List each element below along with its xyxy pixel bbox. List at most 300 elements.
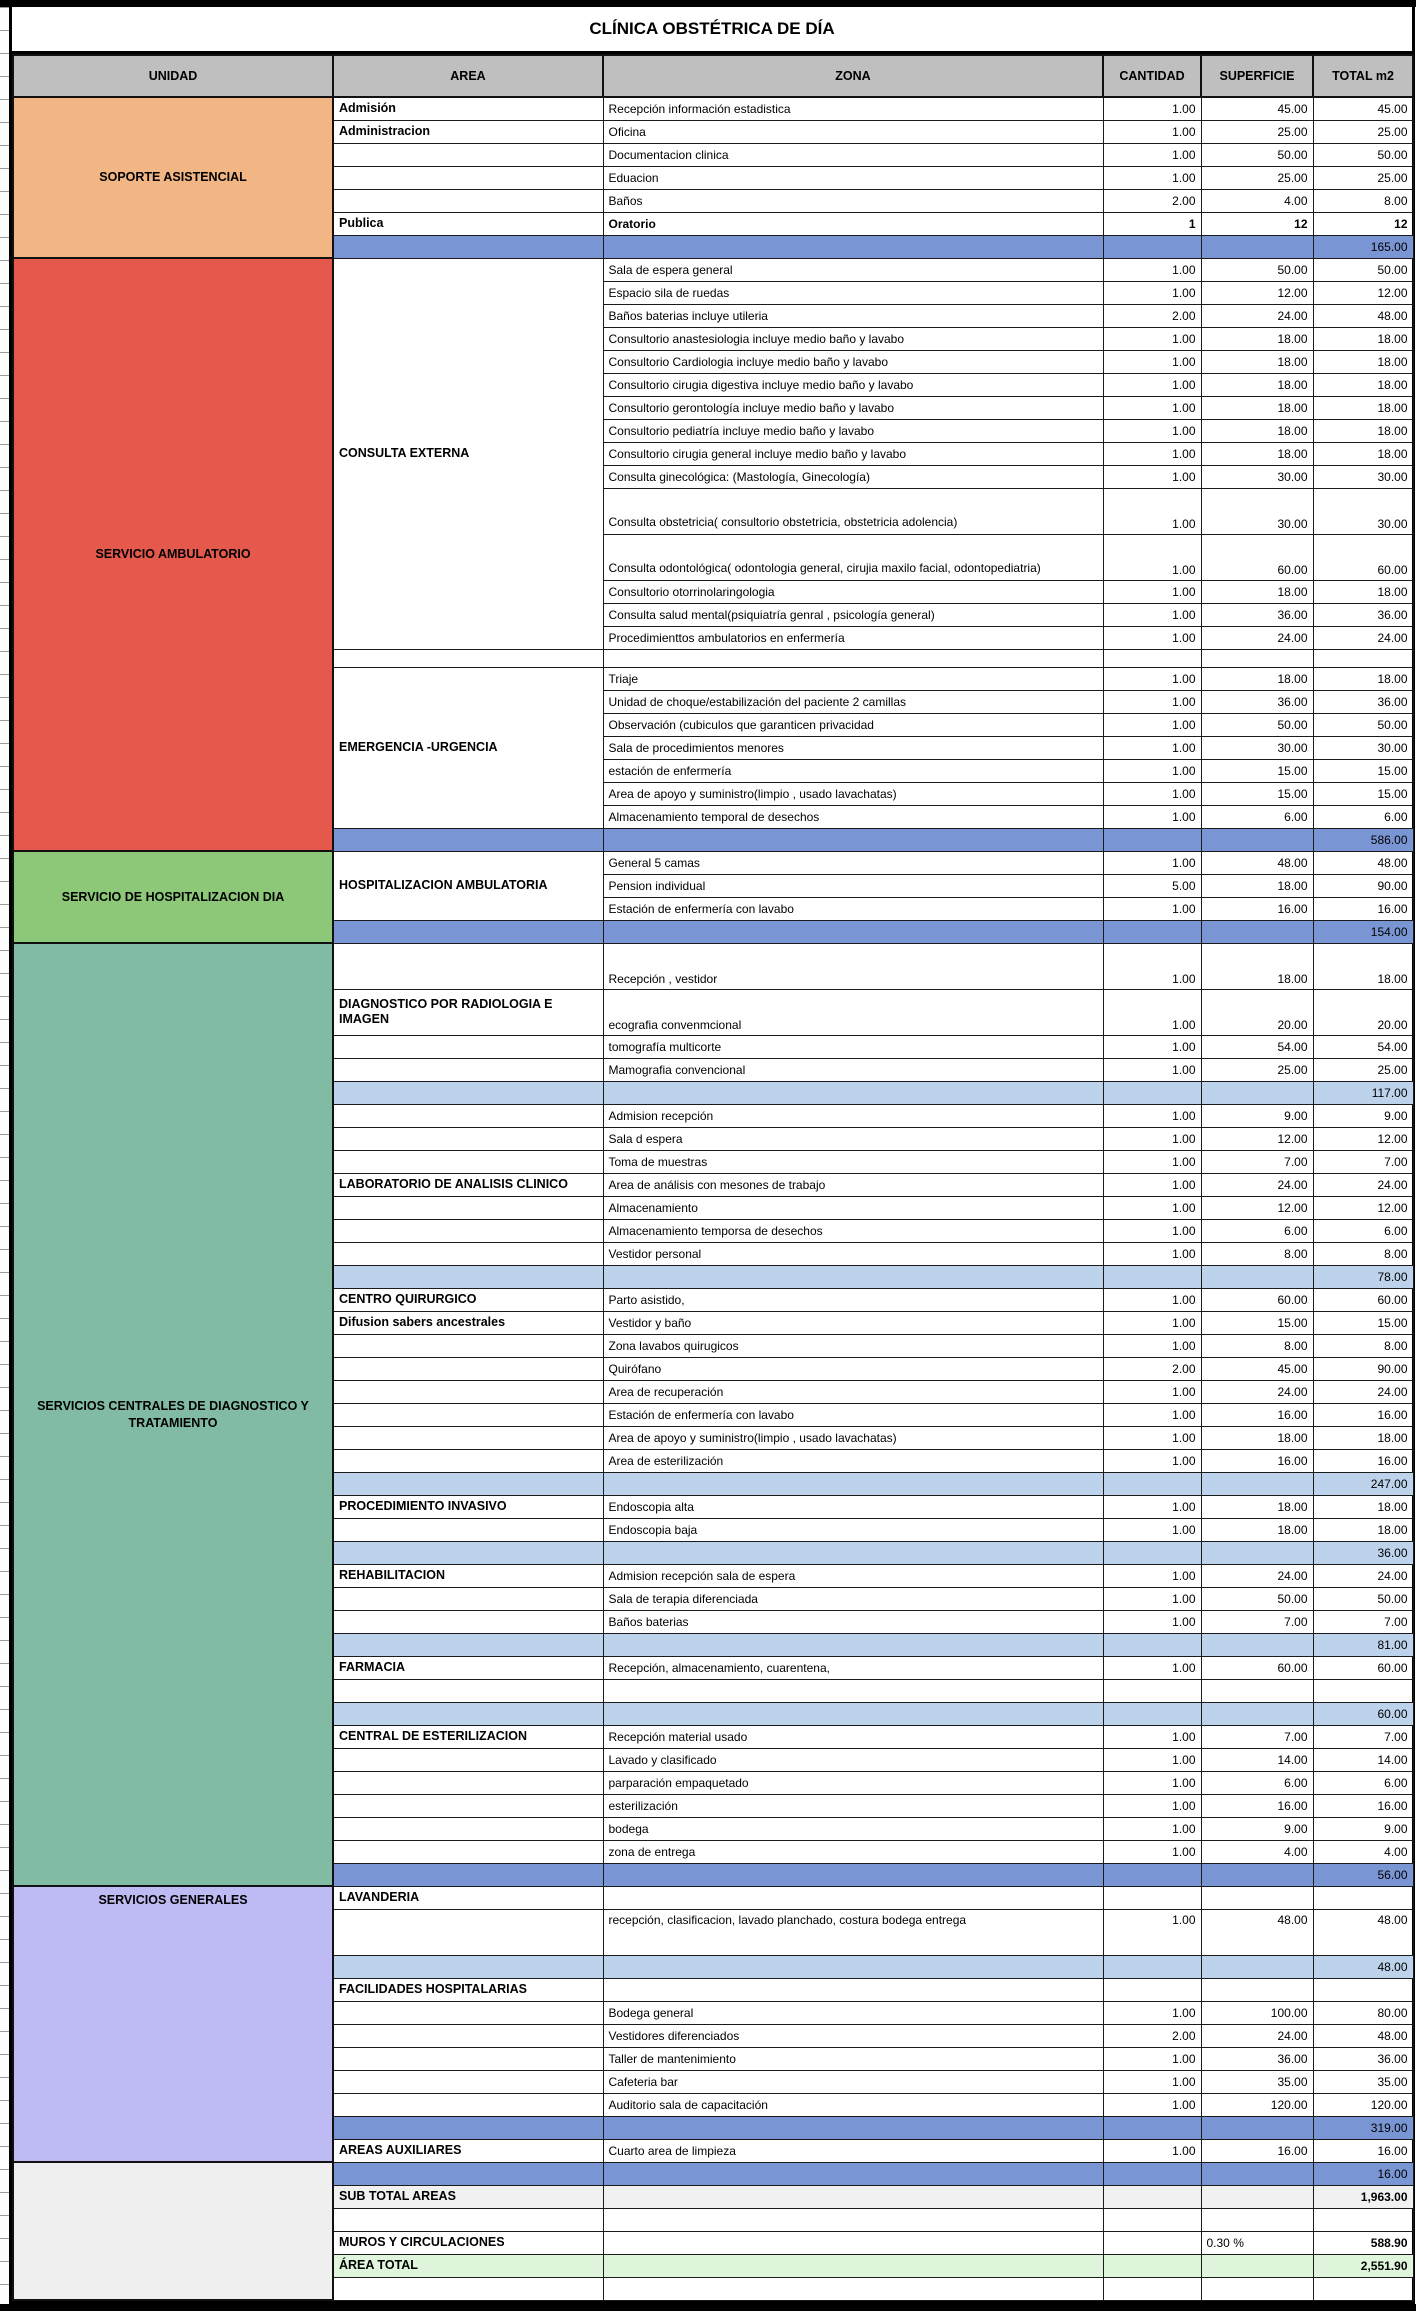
- cell-cantidad[interactable]: 2.00: [1103, 189, 1201, 212]
- cell-total[interactable]: 90.00: [1313, 1357, 1413, 1380]
- cell-cantidad[interactable]: 1.00: [1103, 396, 1201, 419]
- cell-area[interactable]: [333, 649, 603, 667]
- cell-superficie[interactable]: 20.00: [1201, 989, 1313, 1035]
- cell-superficie[interactable]: 15.00: [1201, 1311, 1313, 1334]
- cell-zona[interactable]: Sala de espera general: [603, 258, 1103, 281]
- cell-total[interactable]: 25.00: [1313, 166, 1413, 189]
- cell-cantidad[interactable]: 1.00: [1103, 736, 1201, 759]
- cell-total[interactable]: 9.00: [1313, 1817, 1413, 1840]
- cell-zona[interactable]: Vestidor y baño: [603, 1311, 1103, 1334]
- cell-superficie[interactable]: [1201, 2208, 1313, 2231]
- cell-superficie[interactable]: 18.00: [1201, 874, 1313, 897]
- cell-superficie[interactable]: 18.00: [1201, 419, 1313, 442]
- cell-superficie[interactable]: 45.00: [1201, 97, 1313, 120]
- cell-cantidad[interactable]: 1.00: [1103, 534, 1201, 580]
- cell-superficie[interactable]: 50.00: [1201, 713, 1313, 736]
- cell-total[interactable]: 54.00: [1313, 1035, 1413, 1058]
- cell-cantidad[interactable]: 1.00: [1103, 2047, 1201, 2070]
- cell-superficie[interactable]: [1201, 649, 1313, 667]
- cell-superficie[interactable]: 12.00: [1201, 281, 1313, 304]
- cell-total[interactable]: 50.00: [1313, 258, 1413, 281]
- cell-zona[interactable]: [603, 1081, 1103, 1104]
- cell-cantidad[interactable]: 5.00: [1103, 874, 1201, 897]
- cell-area[interactable]: PROCEDIMIENTO INVASIVO: [333, 1495, 603, 1518]
- cell-zona[interactable]: Procedimienttos ambulatorios en enfermería: [603, 626, 1103, 649]
- cell-total[interactable]: 12.00: [1313, 1196, 1413, 1219]
- cell-cantidad[interactable]: 1.00: [1103, 1242, 1201, 1265]
- cell-superficie[interactable]: 18.00: [1201, 1495, 1313, 1518]
- cell-superficie[interactable]: 36.00: [1201, 2047, 1313, 2070]
- cell-total[interactable]: 16.00: [1313, 1794, 1413, 1817]
- cell-zona[interactable]: [603, 1679, 1103, 1702]
- cell-total[interactable]: 18.00: [1313, 350, 1413, 373]
- cell-area[interactable]: [333, 2093, 603, 2116]
- cell-superficie[interactable]: 25.00: [1201, 166, 1313, 189]
- cell-area[interactable]: HOSPITALIZACION AMBULATORIA: [333, 851, 603, 920]
- cell-zona[interactable]: Zona lavabos quirugicos: [603, 1334, 1103, 1357]
- cell-area[interactable]: LABORATORIO DE ANALISIS CLINICO: [333, 1173, 603, 1196]
- cell-superficie[interactable]: 60.00: [1201, 534, 1313, 580]
- cell-total[interactable]: 24.00: [1313, 626, 1413, 649]
- cell-superficie[interactable]: 7.00: [1201, 1725, 1313, 1748]
- cell-total[interactable]: 18.00: [1313, 667, 1413, 690]
- cell-cantidad[interactable]: 1.00: [1103, 1564, 1201, 1587]
- cell-zona[interactable]: Estación de enfermería con lavabo: [603, 897, 1103, 920]
- cell-cantidad[interactable]: [1103, 1633, 1201, 1656]
- cell-superficie[interactable]: 16.00: [1201, 897, 1313, 920]
- cell-zona[interactable]: Lavado y clasificado: [603, 1748, 1103, 1771]
- cell-zona[interactable]: General 5 camas: [603, 851, 1103, 874]
- cell-cantidad[interactable]: 1.00: [1103, 465, 1201, 488]
- cell-total[interactable]: 48.00: [1313, 1909, 1413, 1955]
- cell-zona[interactable]: Consulta obstetricia( consultorio obstetricia, obstetricia adolencia): [603, 488, 1103, 534]
- cell-superficie[interactable]: [1201, 1863, 1313, 1886]
- cell-area[interactable]: [333, 1633, 603, 1656]
- cell-total[interactable]: 18.00: [1313, 396, 1413, 419]
- cell-cantidad[interactable]: 1.00: [1103, 989, 1201, 1035]
- cell-total[interactable]: 15.00: [1313, 1311, 1413, 1334]
- cell-cantidad[interactable]: 1.00: [1103, 1058, 1201, 1081]
- cell-zona[interactable]: [603, 920, 1103, 943]
- cell-superficie[interactable]: 4.00: [1201, 1840, 1313, 1863]
- cell-cantidad[interactable]: 1.00: [1103, 1449, 1201, 1472]
- cell-superficie[interactable]: 18.00: [1201, 373, 1313, 396]
- cell-total[interactable]: 8.00: [1313, 189, 1413, 212]
- cell-zona[interactable]: [603, 1978, 1103, 2001]
- cell-superficie[interactable]: 18.00: [1201, 580, 1313, 603]
- cell-total[interactable]: 165.00: [1313, 235, 1413, 258]
- cell-unidad[interactable]: SOPORTE ASISTENCIAL: [13, 97, 333, 258]
- cell-cantidad[interactable]: 1.00: [1103, 2093, 1201, 2116]
- cell-zona[interactable]: [603, 2231, 1103, 2254]
- cell-zona[interactable]: Consultorio cirugia digestiva incluye medio baño y lavabo: [603, 373, 1103, 396]
- cell-zona[interactable]: Area de apoyo y suministro(limpio , usado lavachatas): [603, 1426, 1103, 1449]
- cell-zona[interactable]: [603, 1702, 1103, 1725]
- header-superficie[interactable]: SUPERFICIE: [1201, 55, 1313, 97]
- cell-cantidad[interactable]: 1.00: [1103, 1518, 1201, 1541]
- cell-area[interactable]: ÁREA TOTAL: [333, 2254, 603, 2277]
- cell-total[interactable]: 15.00: [1313, 759, 1413, 782]
- cell-cantidad[interactable]: 1.00: [1103, 943, 1201, 989]
- cell-area[interactable]: [333, 1817, 603, 1840]
- cell-area[interactable]: [333, 1748, 603, 1771]
- cell-area[interactable]: [333, 1265, 603, 1288]
- cell-superficie[interactable]: 6.00: [1201, 805, 1313, 828]
- cell-superficie[interactable]: 36.00: [1201, 690, 1313, 713]
- cell-cantidad[interactable]: 1.00: [1103, 1840, 1201, 1863]
- cell-area[interactable]: [333, 2208, 603, 2231]
- cell-area[interactable]: [333, 1702, 603, 1725]
- cell-total[interactable]: [1313, 2208, 1413, 2231]
- cell-area[interactable]: Admisión: [333, 97, 603, 120]
- cell-total[interactable]: [1313, 2277, 1413, 2300]
- cell-cantidad[interactable]: 1.00: [1103, 1909, 1201, 1955]
- cell-zona[interactable]: [603, 649, 1103, 667]
- cell-zona[interactable]: Triaje: [603, 667, 1103, 690]
- cell-total[interactable]: 48.00: [1313, 1955, 1413, 1978]
- cell-total[interactable]: 2,551.90: [1313, 2254, 1413, 2277]
- cell-area[interactable]: [333, 1380, 603, 1403]
- cell-zona[interactable]: Vestidor personal: [603, 1242, 1103, 1265]
- cell-zona[interactable]: Admision recepción sala de espera: [603, 1564, 1103, 1587]
- cell-cantidad[interactable]: 1.00: [1103, 373, 1201, 396]
- cell-total[interactable]: 50.00: [1313, 713, 1413, 736]
- cell-cantidad[interactable]: 1.00: [1103, 1150, 1201, 1173]
- cell-superficie[interactable]: 18.00: [1201, 396, 1313, 419]
- cell-zona[interactable]: ecografia convenmcional: [603, 989, 1103, 1035]
- cell-area[interactable]: [333, 1771, 603, 1794]
- cell-zona[interactable]: [603, 2185, 1103, 2208]
- cell-zona[interactable]: [603, 1886, 1103, 1909]
- cell-area[interactable]: [333, 1104, 603, 1127]
- cell-total[interactable]: 6.00: [1313, 1219, 1413, 1242]
- cell-cantidad[interactable]: [1103, 649, 1201, 667]
- cell-area[interactable]: EMERGENCIA -URGENCIA: [333, 667, 603, 828]
- cell-zona[interactable]: [603, 1863, 1103, 1886]
- cell-cantidad[interactable]: [1103, 1955, 1201, 1978]
- cell-zona[interactable]: parparación empaquetado: [603, 1771, 1103, 1794]
- cell-cantidad[interactable]: 1.00: [1103, 1403, 1201, 1426]
- cell-zona[interactable]: Recepción, almacenamiento, cuarentena,: [603, 1656, 1103, 1679]
- cell-total[interactable]: 12.00: [1313, 281, 1413, 304]
- cell-area[interactable]: [333, 1794, 603, 1817]
- cell-cantidad[interactable]: 1.00: [1103, 327, 1201, 350]
- cell-cantidad[interactable]: [1103, 1702, 1201, 1725]
- cell-superficie[interactable]: 18.00: [1201, 1518, 1313, 1541]
- cell-total[interactable]: 60.00: [1313, 1656, 1413, 1679]
- cell-area[interactable]: [333, 1035, 603, 1058]
- cell-superficie[interactable]: [1201, 1702, 1313, 1725]
- cell-cantidad[interactable]: [1103, 1679, 1201, 1702]
- cell-cantidad[interactable]: 1.00: [1103, 1495, 1201, 1518]
- cell-total[interactable]: 25.00: [1313, 120, 1413, 143]
- cell-cantidad[interactable]: 1.00: [1103, 1794, 1201, 1817]
- cell-superficie[interactable]: 18.00: [1201, 667, 1313, 690]
- cell-total[interactable]: 14.00: [1313, 1748, 1413, 1771]
- cell-total[interactable]: 48.00: [1313, 2024, 1413, 2047]
- cell-area[interactable]: [333, 1127, 603, 1150]
- cell-cantidad[interactable]: 2.00: [1103, 2024, 1201, 2047]
- cell-total[interactable]: 24.00: [1313, 1380, 1413, 1403]
- cell-cantidad[interactable]: 1.00: [1103, 782, 1201, 805]
- cell-cantidad[interactable]: 1.00: [1103, 713, 1201, 736]
- cell-area[interactable]: [333, 2001, 603, 2024]
- cell-superficie[interactable]: 8.00: [1201, 1242, 1313, 1265]
- cell-cantidad[interactable]: 1.00: [1103, 1656, 1201, 1679]
- cell-zona[interactable]: Eduacion: [603, 166, 1103, 189]
- cell-zona[interactable]: Consultorio cirugia general incluye medio baño y lavabo: [603, 442, 1103, 465]
- cell-area[interactable]: [333, 828, 603, 851]
- cell-zona[interactable]: [603, 1265, 1103, 1288]
- cell-total[interactable]: 50.00: [1313, 1587, 1413, 1610]
- cell-zona[interactable]: Admision recepción: [603, 1104, 1103, 1127]
- cell-total[interactable]: 120.00: [1313, 2093, 1413, 2116]
- cell-zona[interactable]: Unidad de choque/estabilización del paciente 2 camillas: [603, 690, 1103, 713]
- cell-superficie[interactable]: [1201, 1886, 1313, 1909]
- cell-total[interactable]: 18.00: [1313, 943, 1413, 989]
- cell-area[interactable]: [333, 235, 603, 258]
- cell-total[interactable]: 18.00: [1313, 373, 1413, 396]
- cell-total[interactable]: 18.00: [1313, 419, 1413, 442]
- cell-area[interactable]: [333, 943, 603, 989]
- cell-total[interactable]: 90.00: [1313, 874, 1413, 897]
- cell-cantidad[interactable]: 1.00: [1103, 166, 1201, 189]
- cell-zona[interactable]: Consulta odontológica( odontologia general, cirujia maxilo facial, odontopediatria): [603, 534, 1103, 580]
- cell-area[interactable]: [333, 1587, 603, 1610]
- cell-area[interactable]: [333, 1150, 603, 1173]
- cell-zona[interactable]: Cuarto area de limpieza: [603, 2139, 1103, 2162]
- cell-area[interactable]: [333, 1472, 603, 1495]
- cell-total[interactable]: 16.00: [1313, 897, 1413, 920]
- cell-area[interactable]: [333, 1518, 603, 1541]
- cell-superficie[interactable]: 0.30 %: [1201, 2231, 1313, 2254]
- cell-total[interactable]: 24.00: [1313, 1564, 1413, 1587]
- cell-cantidad[interactable]: [1103, 1265, 1201, 1288]
- cell-cantidad[interactable]: 1.00: [1103, 1196, 1201, 1219]
- cell-total[interactable]: 9.00: [1313, 1104, 1413, 1127]
- cell-total[interactable]: [1313, 649, 1413, 667]
- cell-total[interactable]: 36.00: [1313, 2047, 1413, 2070]
- cell-unidad[interactable]: SERVICIO AMBULATORIO: [13, 258, 333, 851]
- cell-cantidad[interactable]: 1.00: [1103, 1587, 1201, 1610]
- cell-cantidad[interactable]: 1.00: [1103, 97, 1201, 120]
- cell-cantidad[interactable]: 1.00: [1103, 1610, 1201, 1633]
- cell-area[interactable]: [333, 1081, 603, 1104]
- cell-area[interactable]: [333, 2277, 603, 2300]
- cell-cantidad[interactable]: [1103, 2162, 1201, 2185]
- cell-cantidad[interactable]: 2.00: [1103, 1357, 1201, 1380]
- cell-cantidad[interactable]: 1.00: [1103, 258, 1201, 281]
- cell-superficie[interactable]: 100.00: [1201, 2001, 1313, 2024]
- cell-cantidad[interactable]: 1.00: [1103, 281, 1201, 304]
- cell-total[interactable]: 18.00: [1313, 442, 1413, 465]
- cell-cantidad[interactable]: [1103, 920, 1201, 943]
- cell-superficie[interactable]: [1201, 2185, 1313, 2208]
- cell-total[interactable]: 30.00: [1313, 488, 1413, 534]
- cell-cantidad[interactable]: 1.00: [1103, 580, 1201, 603]
- cell-zona[interactable]: Recepción material usado: [603, 1725, 1103, 1748]
- cell-unidad[interactable]: [13, 2162, 333, 2300]
- cell-area[interactable]: [333, 1242, 603, 1265]
- cell-zona[interactable]: [603, 1472, 1103, 1495]
- cell-cantidad[interactable]: 1.00: [1103, 1426, 1201, 1449]
- cell-zona[interactable]: zona de entrega: [603, 1840, 1103, 1863]
- cell-total[interactable]: 78.00: [1313, 1265, 1413, 1288]
- cell-superficie[interactable]: 36.00: [1201, 603, 1313, 626]
- cell-area[interactable]: [333, 1679, 603, 1702]
- header-total-m2[interactable]: TOTAL m2: [1313, 55, 1413, 97]
- cell-zona[interactable]: [603, 2162, 1103, 2185]
- cell-total[interactable]: 60.00: [1313, 1702, 1413, 1725]
- cell-area[interactable]: CONSULTA EXTERNA: [333, 258, 603, 649]
- cell-zona[interactable]: Consulta salud mental(psiquiatría genral , psicología general): [603, 603, 1103, 626]
- cell-superficie[interactable]: 30.00: [1201, 736, 1313, 759]
- cell-cantidad[interactable]: 1.00: [1103, 1288, 1201, 1311]
- cell-zona[interactable]: [603, 235, 1103, 258]
- header-area[interactable]: AREA: [333, 55, 603, 97]
- cell-cantidad[interactable]: 1.00: [1103, 2139, 1201, 2162]
- cell-cantidad[interactable]: [1103, 1472, 1201, 1495]
- cell-area[interactable]: FACILIDADES HOSPITALARIAS: [333, 1978, 603, 2001]
- cell-superficie[interactable]: 24.00: [1201, 1564, 1313, 1587]
- cell-cantidad[interactable]: 1.00: [1103, 1219, 1201, 1242]
- cell-cantidad[interactable]: 1.00: [1103, 897, 1201, 920]
- cell-zona[interactable]: Oficina: [603, 120, 1103, 143]
- cell-cantidad[interactable]: 1: [1103, 212, 1201, 235]
- cell-zona[interactable]: [603, 2208, 1103, 2231]
- cell-total[interactable]: 18.00: [1313, 1426, 1413, 1449]
- cell-total[interactable]: 60.00: [1313, 534, 1413, 580]
- cell-total[interactable]: 24.00: [1313, 1173, 1413, 1196]
- cell-zona[interactable]: Toma de muestras: [603, 1150, 1103, 1173]
- cell-zona[interactable]: Bodega general: [603, 2001, 1103, 2024]
- cell-total[interactable]: 1,963.00: [1313, 2185, 1413, 2208]
- cell-cantidad[interactable]: 1.00: [1103, 851, 1201, 874]
- cell-cantidad[interactable]: [1103, 2231, 1201, 2254]
- cell-superficie[interactable]: 25.00: [1201, 1058, 1313, 1081]
- cell-cantidad[interactable]: 1.00: [1103, 1035, 1201, 1058]
- cell-zona[interactable]: Documentacion clinica: [603, 143, 1103, 166]
- cell-superficie[interactable]: [1201, 920, 1313, 943]
- cell-zona[interactable]: tomografía multicorte: [603, 1035, 1103, 1058]
- cell-cantidad[interactable]: 1.00: [1103, 2070, 1201, 2093]
- cell-superficie[interactable]: 24.00: [1201, 2024, 1313, 2047]
- cell-cantidad[interactable]: [1103, 2277, 1201, 2300]
- cell-zona[interactable]: Espacio sila de ruedas: [603, 281, 1103, 304]
- cell-zona[interactable]: Quirófano: [603, 1357, 1103, 1380]
- cell-total[interactable]: 247.00: [1313, 1472, 1413, 1495]
- header-cantidad[interactable]: CANTIDAD: [1103, 55, 1201, 97]
- cell-superficie[interactable]: 18.00: [1201, 350, 1313, 373]
- cell-area[interactable]: [333, 2116, 603, 2139]
- cell-cantidad[interactable]: 1.00: [1103, 419, 1201, 442]
- cell-total[interactable]: 81.00: [1313, 1633, 1413, 1656]
- cell-superficie[interactable]: 16.00: [1201, 2139, 1313, 2162]
- cell-total[interactable]: 6.00: [1313, 1771, 1413, 1794]
- cell-zona[interactable]: Consultorio Cardiologia incluye medio baño y lavabo: [603, 350, 1103, 373]
- cell-area[interactable]: [333, 1610, 603, 1633]
- cell-cantidad[interactable]: 1.00: [1103, 120, 1201, 143]
- cell-cantidad[interactable]: [1103, 2254, 1201, 2277]
- cell-cantidad[interactable]: 1.00: [1103, 488, 1201, 534]
- cell-cantidad[interactable]: 1.00: [1103, 1311, 1201, 1334]
- cell-zona[interactable]: [603, 2116, 1103, 2139]
- cell-total[interactable]: 16.00: [1313, 2162, 1413, 2185]
- cell-area[interactable]: [333, 189, 603, 212]
- cell-zona[interactable]: Baños baterias: [603, 1610, 1103, 1633]
- cell-superficie[interactable]: 7.00: [1201, 1150, 1313, 1173]
- cell-total[interactable]: 30.00: [1313, 736, 1413, 759]
- cell-superficie[interactable]: 18.00: [1201, 327, 1313, 350]
- cell-area[interactable]: Administracion: [333, 120, 603, 143]
- cell-zona[interactable]: [603, 2254, 1103, 2277]
- cell-zona[interactable]: Consultorio otorrinolaringologia: [603, 580, 1103, 603]
- cell-superficie[interactable]: [1201, 1472, 1313, 1495]
- cell-superficie[interactable]: 48.00: [1201, 1909, 1313, 1955]
- cell-area[interactable]: [333, 1058, 603, 1081]
- cell-total[interactable]: 117.00: [1313, 1081, 1413, 1104]
- cell-superficie[interactable]: [1201, 1081, 1313, 1104]
- cell-cantidad[interactable]: 1.00: [1103, 1725, 1201, 1748]
- cell-superficie[interactable]: [1201, 2277, 1313, 2300]
- cell-total[interactable]: 36.00: [1313, 603, 1413, 626]
- cell-total[interactable]: 319.00: [1313, 2116, 1413, 2139]
- cell-area[interactable]: SUB TOTAL AREAS: [333, 2185, 603, 2208]
- cell-total[interactable]: 7.00: [1313, 1610, 1413, 1633]
- cell-superficie[interactable]: 60.00: [1201, 1656, 1313, 1679]
- cell-total[interactable]: 4.00: [1313, 1840, 1413, 1863]
- cell-area[interactable]: [333, 2024, 603, 2047]
- cell-total[interactable]: 12: [1313, 212, 1413, 235]
- cell-area[interactable]: LAVANDERIA: [333, 1886, 603, 1909]
- cell-superficie[interactable]: 12: [1201, 212, 1313, 235]
- cell-cantidad[interactable]: 1.00: [1103, 442, 1201, 465]
- cell-superficie[interactable]: 14.00: [1201, 1748, 1313, 1771]
- cell-total[interactable]: 56.00: [1313, 1863, 1413, 1886]
- cell-zona[interactable]: Almacenamiento temporal de desechos: [603, 805, 1103, 828]
- cell-superficie[interactable]: 12.00: [1201, 1127, 1313, 1150]
- cell-superficie[interactable]: 15.00: [1201, 759, 1313, 782]
- cell-total[interactable]: 586.00: [1313, 828, 1413, 851]
- cell-area[interactable]: DIAGNOSTICO POR RADIOLOGIA E IMAGEN: [333, 989, 603, 1035]
- cell-total[interactable]: 48.00: [1313, 851, 1413, 874]
- cell-area[interactable]: [333, 1196, 603, 1219]
- cell-cantidad[interactable]: [1103, 2116, 1201, 2139]
- cell-area[interactable]: Publica: [333, 212, 603, 235]
- cell-total[interactable]: 16.00: [1313, 1449, 1413, 1472]
- cell-zona[interactable]: Parto asistido,: [603, 1288, 1103, 1311]
- cell-area[interactable]: [333, 1219, 603, 1242]
- cell-zona[interactable]: Endoscopia alta: [603, 1495, 1103, 1518]
- cell-cantidad[interactable]: 1.00: [1103, 143, 1201, 166]
- cell-cantidad[interactable]: 1.00: [1103, 2001, 1201, 2024]
- cell-zona[interactable]: Mamografia convencional: [603, 1058, 1103, 1081]
- cell-area[interactable]: [333, 1909, 603, 1955]
- cell-zona[interactable]: Recepción , vestidor: [603, 943, 1103, 989]
- cell-zona[interactable]: [603, 1955, 1103, 1978]
- cell-superficie[interactable]: 24.00: [1201, 1173, 1313, 1196]
- cell-superficie[interactable]: 18.00: [1201, 1426, 1313, 1449]
- cell-zona[interactable]: Consultorio pediatría incluye medio baño y lavabo: [603, 419, 1103, 442]
- cell-total[interactable]: 18.00: [1313, 327, 1413, 350]
- cell-cantidad[interactable]: [1103, 2185, 1201, 2208]
- cell-cantidad[interactable]: 1.00: [1103, 1173, 1201, 1196]
- cell-zona[interactable]: [603, 1633, 1103, 1656]
- cell-cantidad[interactable]: [1103, 1081, 1201, 1104]
- cell-cantidad[interactable]: 2.00: [1103, 304, 1201, 327]
- cell-cantidad[interactable]: 1.00: [1103, 805, 1201, 828]
- cell-area[interactable]: MUROS Y CIRCULACIONES: [333, 2231, 603, 2254]
